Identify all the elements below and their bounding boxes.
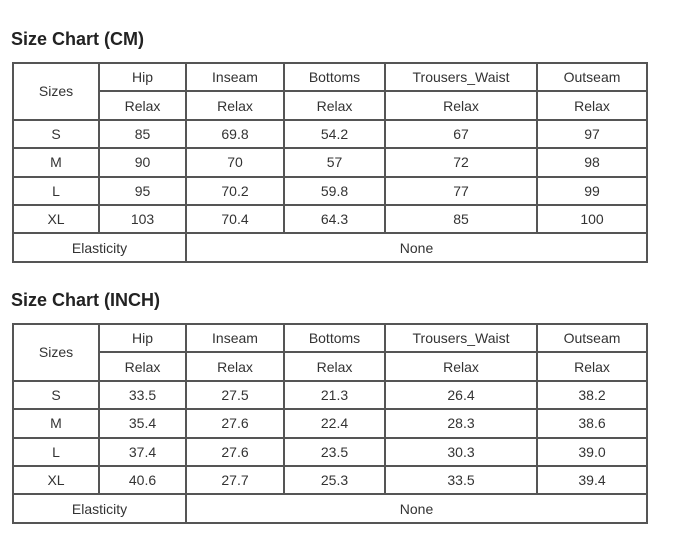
size-label-cell: S (13, 120, 99, 148)
size-chart-inch-table (12, 323, 648, 524)
table-cell: 70.2 (186, 177, 284, 205)
column-header-inseam: Inseam (186, 63, 284, 91)
table-cell: 59.8 (284, 177, 385, 205)
elasticity-label: Elasticity (13, 494, 186, 522)
table-cell: 70.4 (186, 205, 284, 233)
elasticity-row (13, 494, 647, 522)
fit-cell: Relax (186, 91, 284, 119)
table-row (13, 177, 647, 205)
fit-cell: Relax (284, 91, 385, 119)
table-cell: 85 (385, 205, 537, 233)
header-row (13, 63, 647, 91)
fit-row (13, 352, 647, 380)
column-header-outseam: Outseam (537, 63, 647, 91)
table-row (13, 466, 647, 494)
table-cell: 21.3 (284, 381, 385, 409)
table-cell: 27.5 (186, 381, 284, 409)
table-cell: 100 (537, 205, 647, 233)
table-cell: 69.8 (186, 120, 284, 148)
column-header-bottoms: Bottoms (284, 63, 385, 91)
fit-cell: Relax (385, 91, 537, 119)
elasticity-value: None (186, 494, 647, 522)
table-cell: 40.6 (99, 466, 186, 494)
table-row (13, 409, 647, 437)
sizes-header: Sizes (13, 324, 99, 381)
table-cell: 67 (385, 120, 537, 148)
fit-cell: Relax (385, 352, 537, 380)
column-header-outseam: Outseam (537, 324, 647, 352)
size-chart-cm-table (12, 62, 648, 263)
size-chart-cm-title: Size Chart (CM) (11, 29, 145, 49)
table-cell: 38.2 (537, 381, 647, 409)
table-cell: 97 (537, 120, 647, 148)
table-cell: 90 (99, 148, 186, 176)
table-cell: 28.3 (385, 409, 537, 437)
table-row (13, 120, 647, 148)
table-cell: 27.6 (186, 409, 284, 437)
table-cell: 57 (284, 148, 385, 176)
header-row (13, 324, 647, 352)
size-label-cell: XL (13, 466, 99, 494)
column-header-trousers-waist: Trousers_Waist (385, 63, 537, 91)
table-cell: 26.4 (385, 381, 537, 409)
fit-cell: Relax (537, 352, 647, 380)
fit-cell: Relax (284, 352, 385, 380)
elasticity-value: None (186, 233, 647, 261)
size-label-cell: M (13, 409, 99, 437)
column-header-hip: Hip (99, 63, 186, 91)
table-row (13, 148, 647, 176)
table-cell: 30.3 (385, 438, 537, 466)
table-row (13, 438, 647, 466)
table-row (13, 205, 647, 233)
fit-row (13, 91, 647, 119)
column-header-inseam: Inseam (186, 324, 284, 352)
table-cell: 35.4 (99, 409, 186, 437)
size-label-cell: S (13, 381, 99, 409)
table-cell: 54.2 (284, 120, 385, 148)
fit-cell: Relax (99, 352, 186, 380)
size-label-cell: L (13, 177, 99, 205)
table-cell: 72 (385, 148, 537, 176)
size-chart-inch-title: Size Chart (INCH) (11, 290, 161, 310)
table-cell: 22.4 (284, 409, 385, 437)
fit-cell: Relax (186, 352, 284, 380)
table-cell: 70 (186, 148, 284, 176)
size-label-cell: M (13, 148, 99, 176)
table-cell: 33.5 (99, 381, 186, 409)
column-header-bottoms: Bottoms (284, 324, 385, 352)
table-cell: 85 (99, 120, 186, 148)
table-cell: 77 (385, 177, 537, 205)
table-cell: 27.7 (186, 466, 284, 494)
table-cell: 25.3 (284, 466, 385, 494)
table-cell: 64.3 (284, 205, 385, 233)
fit-cell: Relax (99, 91, 186, 119)
column-header-trousers-waist: Trousers_Waist (385, 324, 537, 352)
table-cell: 103 (99, 205, 186, 233)
table-cell: 27.6 (186, 438, 284, 466)
table-cell: 98 (537, 148, 647, 176)
table-cell: 33.5 (385, 466, 537, 494)
table-cell: 23.5 (284, 438, 385, 466)
column-header-hip: Hip (99, 324, 186, 352)
sizes-header: Sizes (13, 63, 99, 120)
fit-cell: Relax (537, 91, 647, 119)
table-cell: 37.4 (99, 438, 186, 466)
size-label-cell: XL (13, 205, 99, 233)
table-cell: 39.0 (537, 438, 647, 466)
table-cell: 39.4 (537, 466, 647, 494)
table-cell: 38.6 (537, 409, 647, 437)
table-cell: 95 (99, 177, 186, 205)
table-cell: 99 (537, 177, 647, 205)
table-row (13, 381, 647, 409)
elasticity-label: Elasticity (13, 233, 186, 261)
elasticity-row (13, 233, 647, 261)
size-label-cell: L (13, 438, 99, 466)
